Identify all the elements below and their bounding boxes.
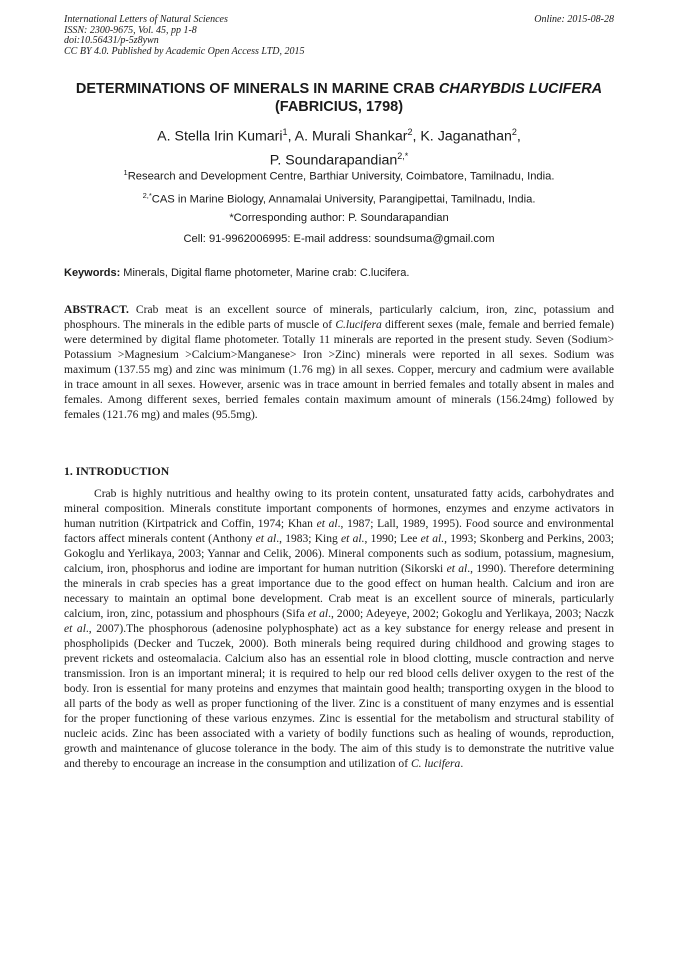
journal-name: International Letters of Natural Sciences	[64, 14, 228, 25]
corresponding-author: *Corresponding author: P. Soundarapandian	[229, 212, 449, 224]
abstract: ABSTRACT. Crab meat is an excellent source of minerals, particularly calcium, iron, zinc, potassium and phosphours. The minerals in the edible parts of muscle of C.lucifera different sexes (male, female and berried female) were determined by digital flame photometer. Totally 11 minerals are reported in the present study. Seven (Sodium> Potassium >Magnesium >Calcium>Manganese> Iron >Zinc) minerals were reported in all sexes. Sodium was maximum (137.55 mg) and zinc was minimum (1.76 mg) in all sexes. Copper, mercury and cadmium were available in trace amount in all sexes. However, arsenic was in trace amount in berried females and totally absent in males and females. Among different sexes, berried females contain maximum amount of minerals (156.24mg) followed by females (121.76 mg) and males (95.5mg).	[64, 304, 614, 421]
author-name: K. Jaganathan	[420, 128, 512, 145]
species-name: C.lucifera	[335, 319, 382, 331]
journal-header	[64, 15, 305, 57]
species-name: C. lucifera	[410, 758, 461, 771]
author-affiliation-mark: 1	[282, 127, 288, 137]
keywords-label: Keywords:	[64, 267, 121, 279]
introduction-paragraph: Crab is highly nutritious and healthy owing to its protein content, unsaturated fatty acids, carbohydrates and mineral composition. Minerals constitute important components of hormones, enzymes and enzyme activators in human nutrition (Kirtpatrick and Coffin, 1974; Khan et al., 1987; Lall, 1989, 1995). Food source and environmental factors affect minerals content (Anthony et al., 1983; King et al., 1990; Lee et al., 1993; Skonberg and Perkins, 2003; Gokoglu and Yerlikaya, 2003; Yannar and Celik, 2006). Mineral components such as sodium, potassium, magnesium, calcium, iron, phosphorus and iodine are important for human nutrition (Sikorski et al., 1990). Therefore determining the minerals in crab species has a great importance due to the good effect on human health. Calcium and iron are necessary to maintain an optimal bone development. Crab meat is an excellent source of minerals, particularly calcium, iron, zinc, potassium and phosphours (Sifa et al., 2000; Adeyeye, 2002; Gokoglu and Yerlikaya, 2003; Naczk et al., 2007).The phosphorous (adenosine polyphosphate) act as a key substance for energy release and present in phospholipids (Decker and Tuczek, 2000). Both minerals being required during childhood and growing stages to prevent rickets and osteomalacia. Calcium also has an essential role in blood clotting, muscle contraction and nerve transmission. Iron is an important mineral; it is required to help our red blood cells deliver oxygen to the rest of the body. Iron is essential for many proteins and enzymes that maintain good health; transporting oxygen in the blood to all parts of the body as well as proper functioning of the liver. Zinc is a constituent of many enzymes and is essential for the proper functioning of these various enzymes. Zinc is essential for the metabolism and structural stability of nucleic acids. Zinc has been associated with a variety of bodily functions such as healing of wounds, reproduction, growth and maintenance of glucose tolerance in the body. The aim of this study is to demonstrate the nutritive value and thereby to encourage an increase in the consumption and utilization of C. lucifera.	[64, 488, 615, 771]
section-heading-introduction: 1. INTRODUCTION	[64, 465, 170, 478]
journal-doi: doi:10.56431/p-5z8ywn	[64, 35, 159, 47]
contact-info: Cell: 91-9962006995: E-mail address: soundsuma@gmail.com	[183, 233, 495, 245]
author-affiliation-mark: 2	[511, 127, 517, 137]
keywords	[64, 266, 624, 280]
online-date: Online: 2015-08-28	[534, 14, 614, 25]
title-part2: (FABRICIUS, 1798)	[274, 99, 404, 115]
author-name: A. Stella Irin Kumari	[157, 128, 283, 145]
keywords-text: Minerals, Digital flame photometer, Marine crab: C.lucifera.	[120, 267, 410, 279]
author-name: P. Soundarapandian	[269, 152, 398, 169]
abstract-label: ABSTRACT.	[64, 304, 129, 316]
author-name: A. Murali Shankar	[294, 128, 408, 145]
author-list: A. Stella Irin Kumari$^1$, A. Murali Shankar$^2$, K. Jaganathan$^2$, P. Soundarapandian$^{2,*}$	[157, 127, 521, 169]
title-species: CHARYBDIS LUCIFERA	[438, 81, 603, 97]
journal-license: CC BY 4.0. Published by Academic Open Access LTD, 2015	[64, 45, 305, 57]
author-affiliation-mark: 2	[407, 127, 413, 137]
paper-title	[74, 80, 604, 116]
author-affiliation-mark: 2,*	[397, 150, 409, 161]
title-part1: DETERMINATIONS OF MINERALS IN MARINE CRAB	[75, 81, 439, 97]
affiliation-2: $^{2,*}$CAS in Marine Biology, Annamalai University, Parangipettai, Tamilnadu, India.	[142, 191, 536, 206]
journal-issn: ISSN: 2300-9675, Vol. 45, pp 1-8	[64, 24, 197, 36]
affiliation-1: $^1$Research and Development Centre, Barthiar University, Coimbatore, Tamilnadu, India.	[123, 168, 555, 183]
